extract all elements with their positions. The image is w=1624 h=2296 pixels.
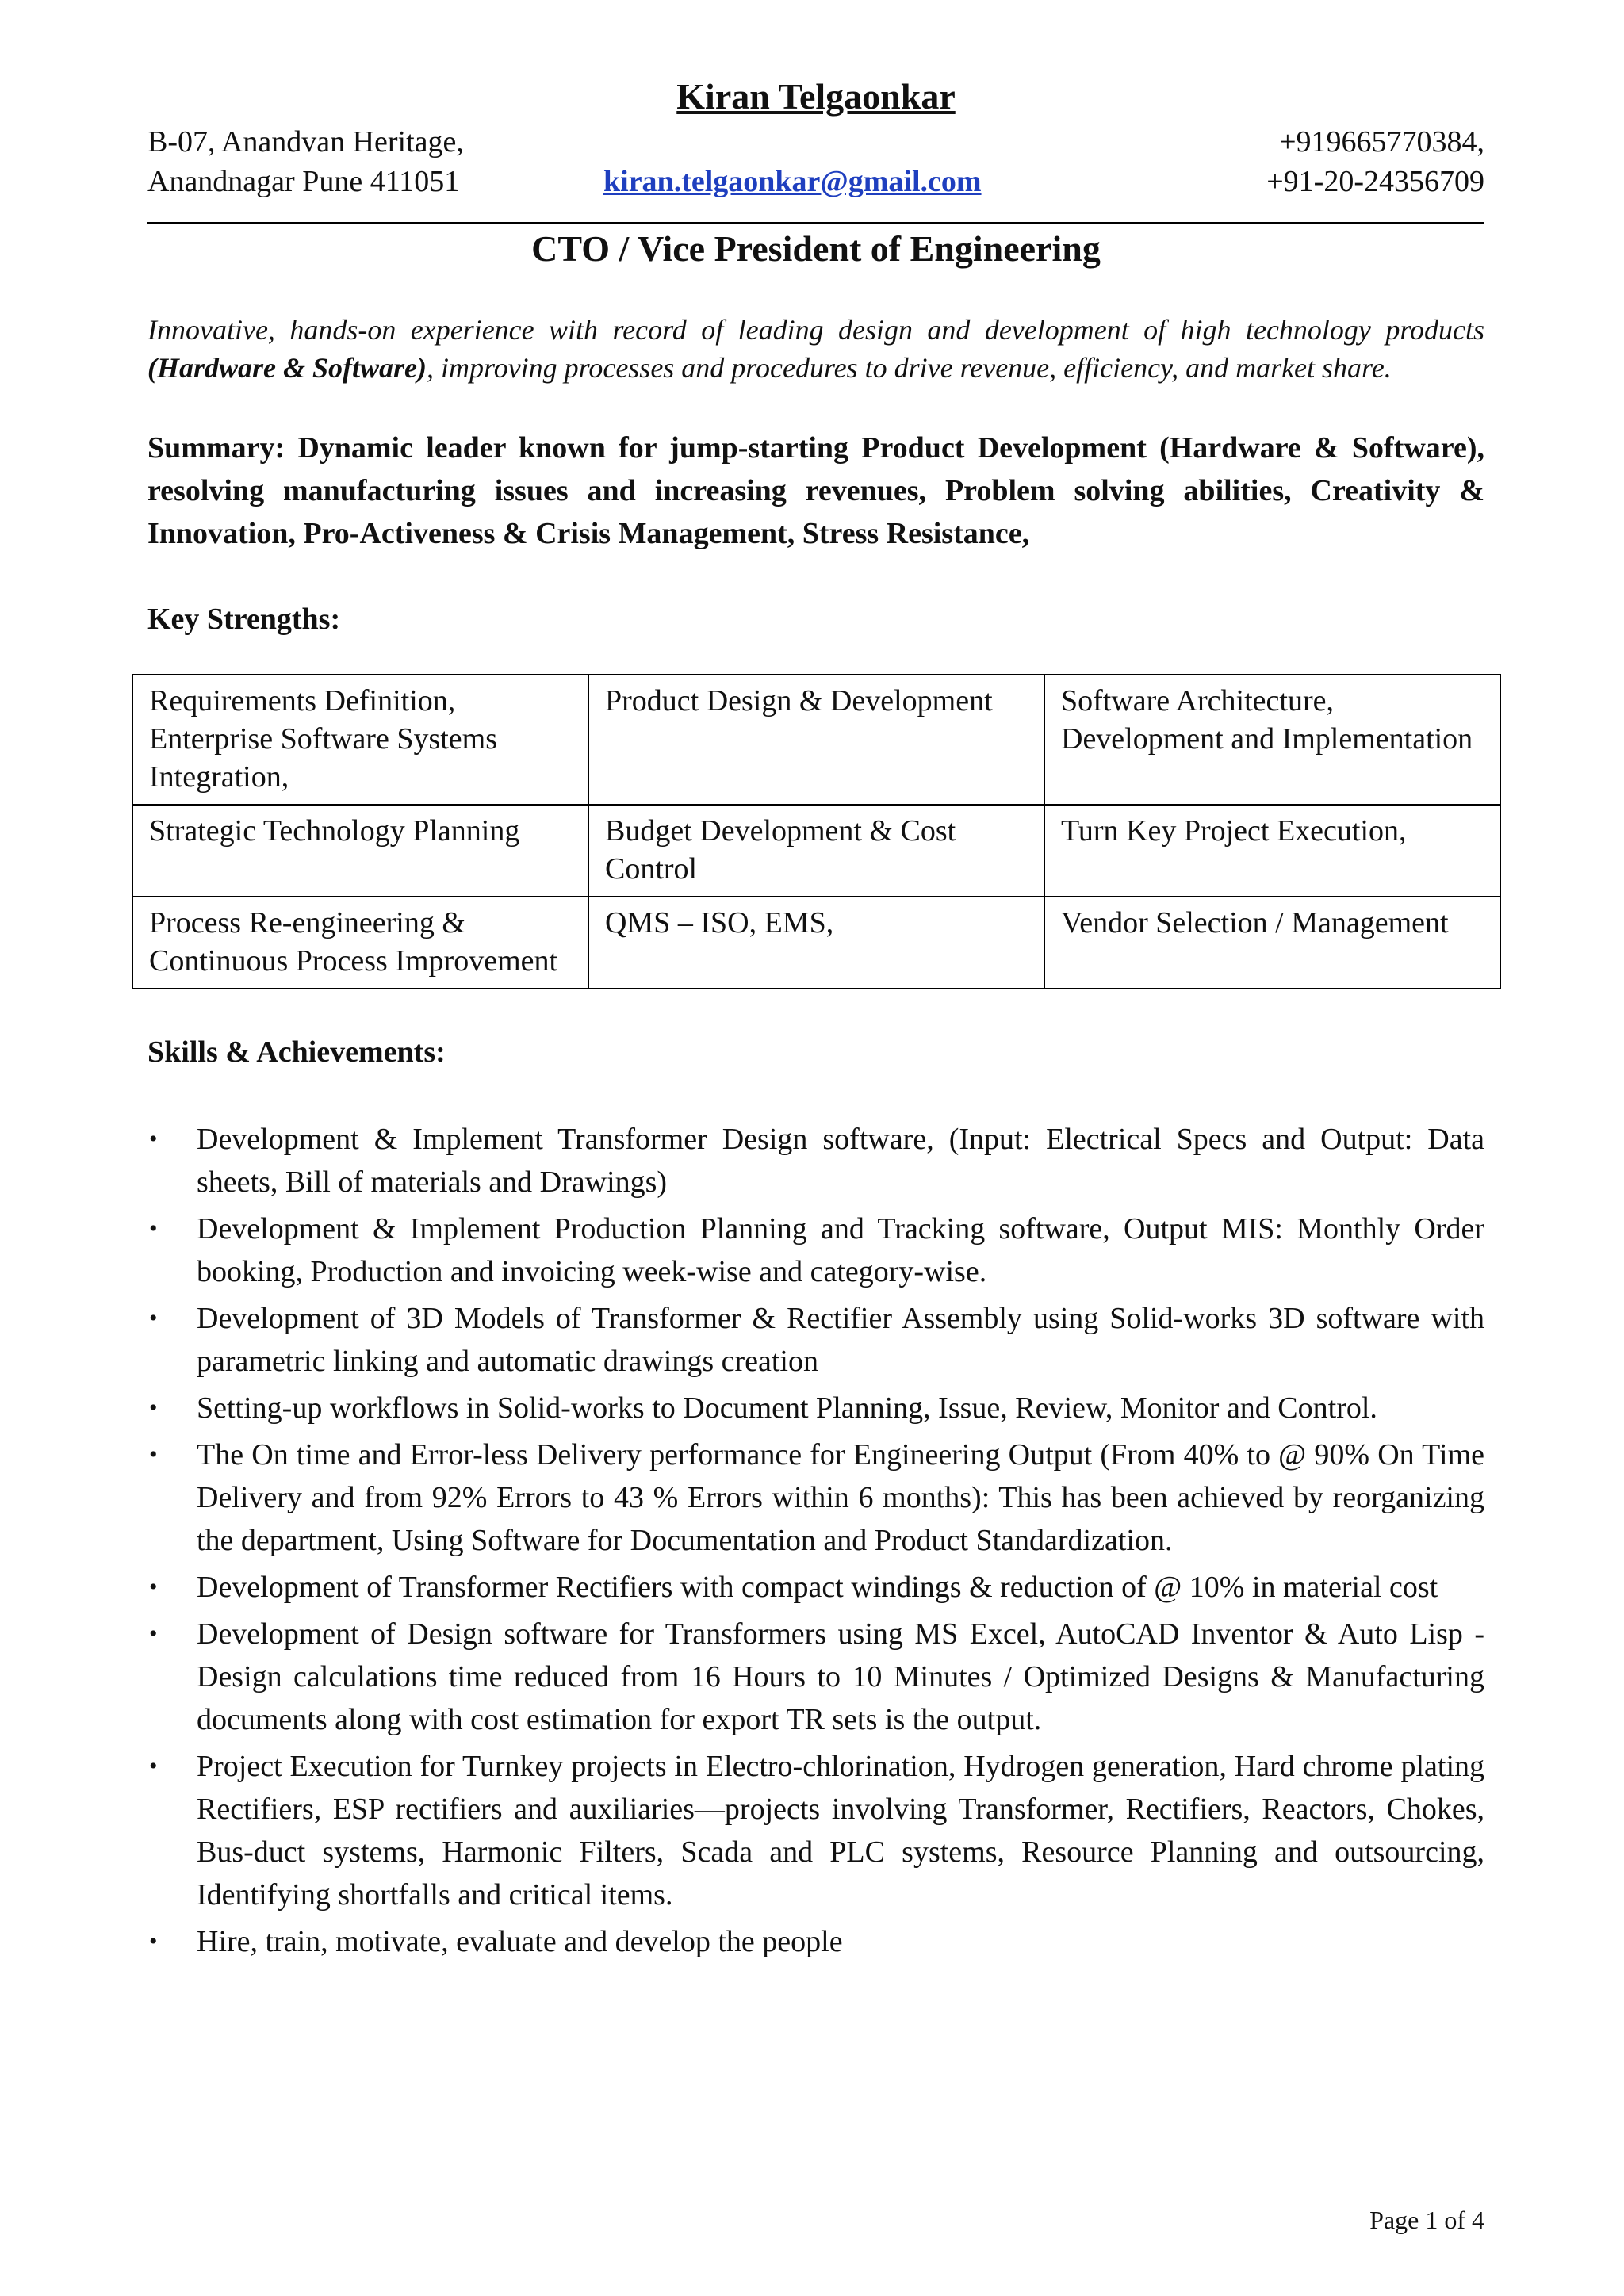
address-line-1: B-07, Anandvan Heritage, [147, 125, 464, 159]
intro-paragraph: Innovative, hands-on experience with record of leading design and development of high technology products (Hardware & Software), improving processes and procedures to drive revenue, efficiency, and market share. [147, 314, 1484, 384]
bullet-icon: • [149, 1928, 158, 1954]
table-row [132, 897, 1500, 989]
bullet-icon: • [149, 1574, 158, 1600]
table-cell: Turn Key Project Execution, [1044, 805, 1500, 897]
table-cell: Budget Development & Cost Control [588, 805, 1044, 897]
table-cell: Requirements Definition, Enterprise Software Systems Integration, [132, 675, 588, 805]
table-cell: Strategic Technology Planning [132, 805, 588, 897]
table-cell: Process Re-engineering & Continuous Process Improvement [132, 897, 588, 989]
list-item: • The On time and Error-less Delivery performance for Engineering Output (From 40% to @ 90% On Time Delivery and from 92% Errors to 43 % Errors within 6 months): This has been achieved by reorganizing the department, Using Software for Documentation and Product Standardization. [147, 1433, 1484, 1562]
phone-1: +919665770384, [1279, 125, 1484, 159]
bullet-icon: • [149, 1305, 158, 1331]
list-item: • Development of Design software for Transformers using MS Excel, AutoCAD Inventor & Auto Lisp - Design calculations time reduced from 16 Hours to 10 Minutes / Optimized Designs & Manufacturing documents along with cost estimation for export TR sets is the output. [147, 1613, 1484, 1741]
candidate-name: Kiran Telgaonkar [676, 76, 956, 117]
contact-block [147, 122, 1484, 208]
list-item: • Development & Implement Production Planning and Tracking software, Output MIS: Monthly Order booking, Production and invoicing week-wise and category-wise. [147, 1207, 1484, 1293]
phone-numbers [1266, 122, 1484, 201]
phone-2: +91-20-24356709 [1266, 165, 1484, 198]
key-strengths-heading: Key Strengths: [147, 603, 341, 636]
address [147, 122, 464, 201]
address-line-2: Anandnagar Pune 411051 [147, 165, 460, 198]
skills-heading: Skills & Achievements: [147, 1035, 446, 1069]
list-item: • Project Execution for Turnkey projects in Electro-chlorination, Hydrogen generation, Hard chrome plating Rectifiers, ESP rectifiers and auxiliaries—projects involving Transformer, Rectifiers, Reactors, Chokes, Bus-duct systems, Harmonic Filters, Scada and PLC systems, Resource Planning and outsourcing, Identifying shortfalls and critical items. [147, 1745, 1484, 1916]
list-item: • Setting-up workflows in Solid-works to Document Planning, Issue, Review, Monitor and Control. [147, 1387, 1484, 1429]
summary-paragraph: Summary: Dynamic leader known for jump-starting Product Development (Hardware & Software), resolving manufacturing issues and increasing revenues, Problem solving abilities, Creativity & Innovation, Pro-Activeness & Crisis Management, Stress Resistance, [147, 431, 1484, 550]
list-item: • Development of Transformer Rectifiers with compact windings & reduction of @ 10% in material cost [147, 1566, 1484, 1609]
key-strengths-table [132, 674, 1501, 989]
achievements-list [147, 1118, 1484, 1963]
bullet-icon: • [149, 1215, 158, 1242]
table-cell: QMS – ISO, EMS, [588, 897, 1044, 989]
list-item: • Hire, train, motivate, evaluate and develop the people [147, 1920, 1484, 1963]
list-item: • Development & Implement Transformer Design software, (Input: Electrical Specs and Output: Data sheets, Bill of materials and Drawings) [147, 1118, 1484, 1203]
bullet-icon: • [149, 1395, 158, 1421]
bullet-icon: • [149, 1126, 158, 1152]
email-link[interactable]: kiran.telgaonkar@gmail.com [603, 165, 982, 198]
list-item: • Development of 3D Models of Transformer & Rectifier Assembly using Solid-works 3D software with parametric linking and automatic drawings creation [147, 1297, 1484, 1383]
table-row [132, 805, 1500, 897]
bullet-icon: • [149, 1441, 158, 1468]
bullet-icon: • [149, 1753, 158, 1779]
page-number: Page 1 of 4 [1369, 2206, 1484, 2234]
bullet-icon: • [149, 1621, 158, 1647]
table-cell: Software Architecture, Development and Implementation [1044, 675, 1500, 805]
header-divider [147, 222, 1484, 224]
table-row [132, 675, 1500, 805]
role-title: CTO / Vice President of Engineering [531, 228, 1101, 269]
table-cell: Product Design & Development [588, 675, 1044, 805]
table-cell: Vendor Selection / Management [1044, 897, 1500, 989]
